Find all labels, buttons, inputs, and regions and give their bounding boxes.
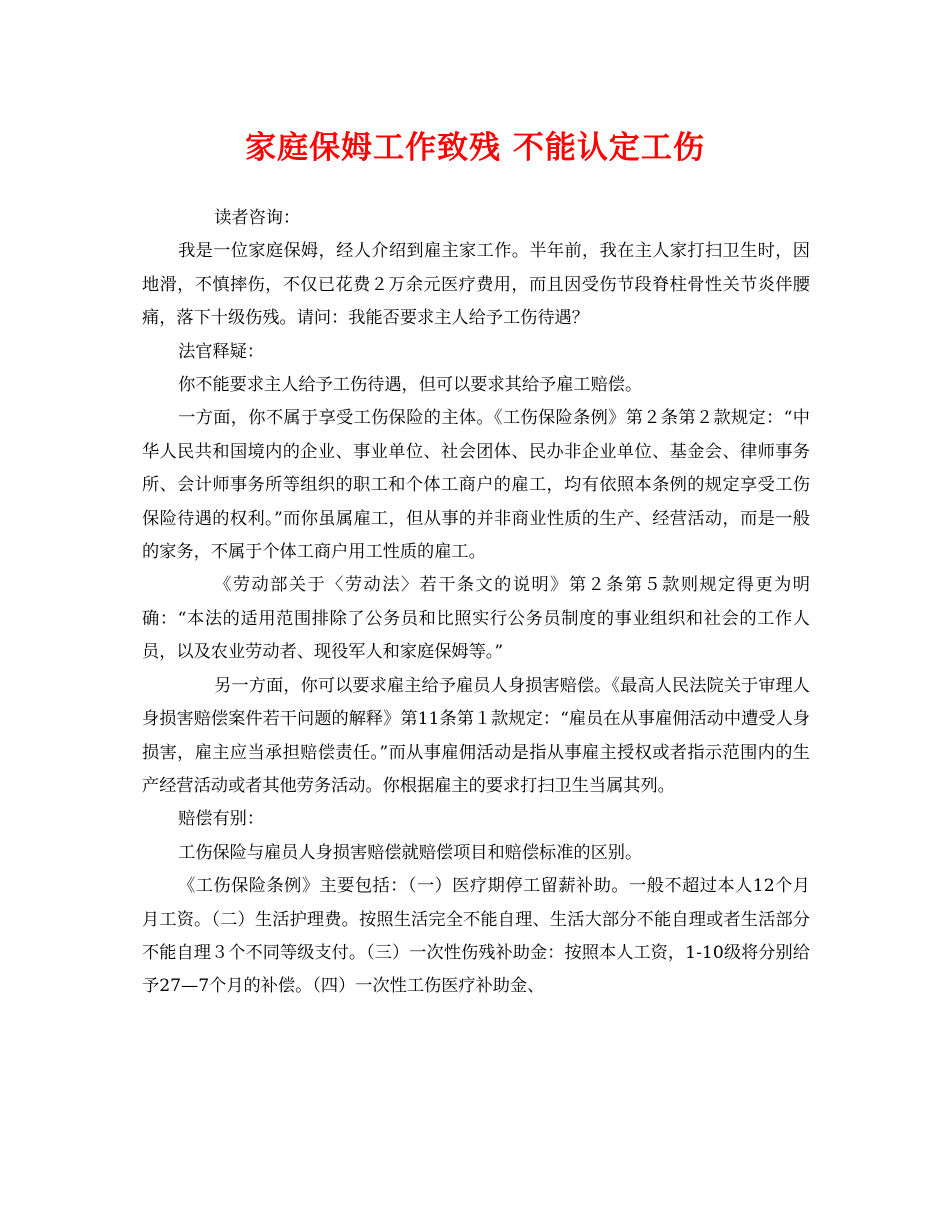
paragraph-reader-consult-heading: 读者咨询： bbox=[214, 208, 301, 228]
paragraph-reader-question: 我是一位家庭保姆，经人介绍到雇主家工作。半年前，我在主人家打扫卫生时，因地滑，不慎摔伤，不仅已花费２万余元医疗费用，而且因受伤节段脊柱骨性关节炎伴腰痛，落下十级伤残。请问：我能否要求主人给予工伤待遇？ bbox=[142, 241, 810, 329]
paragraph-compensation-heading: 赔偿有别： bbox=[178, 809, 265, 830]
paragraph-second-reason: 另一方面，你可以要求雇主给予雇员人身损害赔偿。《最高人民法院关于审理人身损害赔偿案件若干问题的解释》第11条第１款规定：“雇员在从事雇佣活动中遭受人身损害，雇主应当承担赔偿责任。”而从事雇佣活动是指从事雇主授权或者指示范围内的生产经营活动或者其他劳务活动。你根据雇主的要求打扫卫生当属其列。 bbox=[142, 675, 810, 796]
paragraph-labor-law-note: 《劳动部关于〈劳动法〉若干条文的说明》第２条第５款则规定得更为明确：“本法的适用范围排除了公务员和比照实行公务员制度的事业组织和社会的工作人员，以及农业劳动者、现役军人和家庭保姆等。” bbox=[142, 575, 810, 663]
document-title: 家庭保姆工作致残 不能认定工伤 bbox=[245, 130, 705, 166]
document-body bbox=[142, 202, 810, 1004]
paragraph-regulation-items: 《工伤保险条例》主要包括：（一）医疗期停工留薪补助。一般不超过本人12个月月工资。（二）生活护理费。按照生活完全不能自理、生活大部分不能自理或者生活部分不能自理３个不同等级支付。（三）一次性伤残补助金：按照本人工资，1-10级将分别给予27—7个月的补偿。（四）一次性工伤医疗补助金、 bbox=[142, 876, 810, 997]
paragraph-compensation-difference: 工伤保险与雇员人身损害赔偿就赔偿项目和赔偿标准的区别。 bbox=[178, 842, 643, 863]
paragraph-judge-answer: 你不能要求主人给予工伤待遇，但可以要求其给予雇工赔偿。 bbox=[178, 375, 643, 396]
paragraph-judge-heading: 法官释疑： bbox=[178, 341, 265, 362]
paragraph-first-reason: 一方面，你不属于享受工伤保险的主体。《工伤保险条例》第２条第２款规定：“中华人民共和国境内的企业、事业单位、社会团体、民办非企业单位、基金会、律师事务所、会计师事务所等组织的职工和个体工商户的雇工，均有依照本条例的规定享受工伤保险待遇的权利。”而你虽属雇工，但从事的并非商业性质的生产、经营活动，而是一般的家务，不属于个体工商户用工性质的雇工。 bbox=[142, 408, 810, 563]
